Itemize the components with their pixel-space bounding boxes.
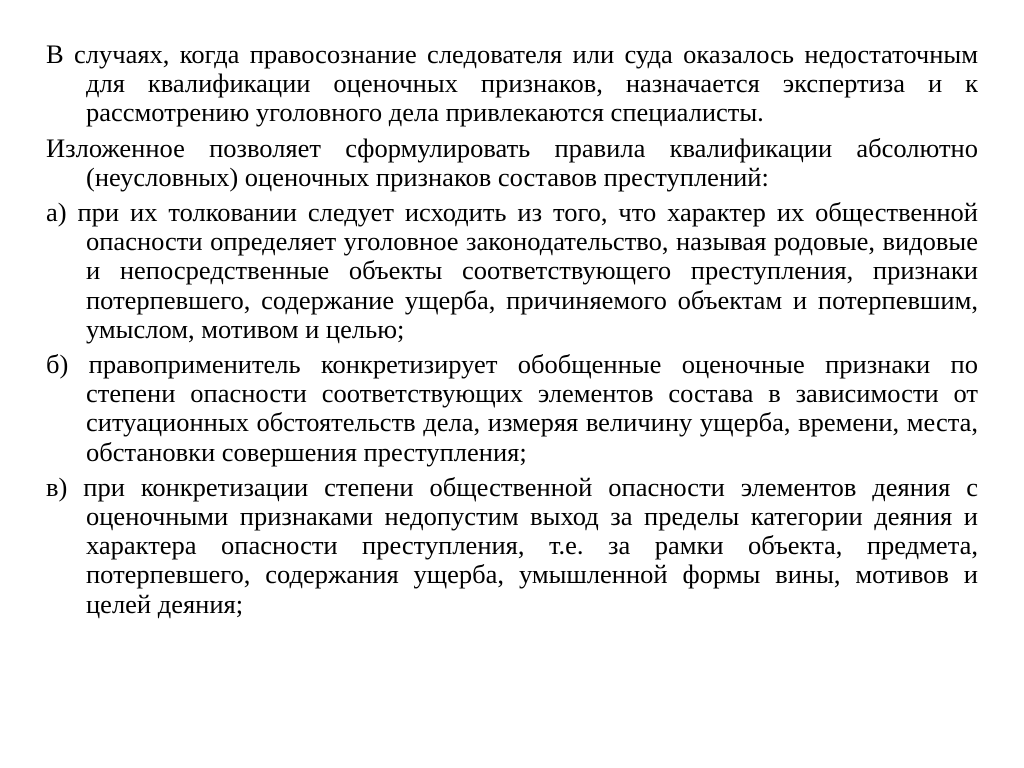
paragraph-expertise: В случаях, когда правосознание следователя или суда оказалось недостаточным для квалификации оценочных признаков, назначается экспертиза и к рассмотрению уголовного дела привлекаются специалисты. [46,39,978,128]
rule-item-v: в) при конкретизации степени общественной опасности элементов деяния с оценочными признаками недопустим выход за пределы категории деяния и характера опасности преступления, т.е. за рамки объекта, предмета, потерпевшего, содержания ущерба, умышленной формы вины, мотивов и целей деяния; [46,471,978,619]
rule-item-b: б) правоприменитель конкретизирует обобщенные оценочные признаки по степени опасности соответствующих элементов состава в зависимости от ситуационных обстоятельств дела, измеряя величину ущерба, времени, места, обстановки совершения преступления; [46,349,978,467]
rule-item-a: а) при их толковании следует исходить из того, что характер их общественной опасности определяет уголовное законодательство, называя родовые, видовые и непосредственные объекты соответствующего преступления, признаки потерпевшего, содержание ущерба, причиняемого объектам и потерпевшим, умыслом, мотивом и целью; [46,197,978,344]
paragraph-rules-intro: Изложенное позволяет сформулировать правила квалификации абсолютно (неусловных) оценочных признаков составов преступлений: [46,132,978,192]
